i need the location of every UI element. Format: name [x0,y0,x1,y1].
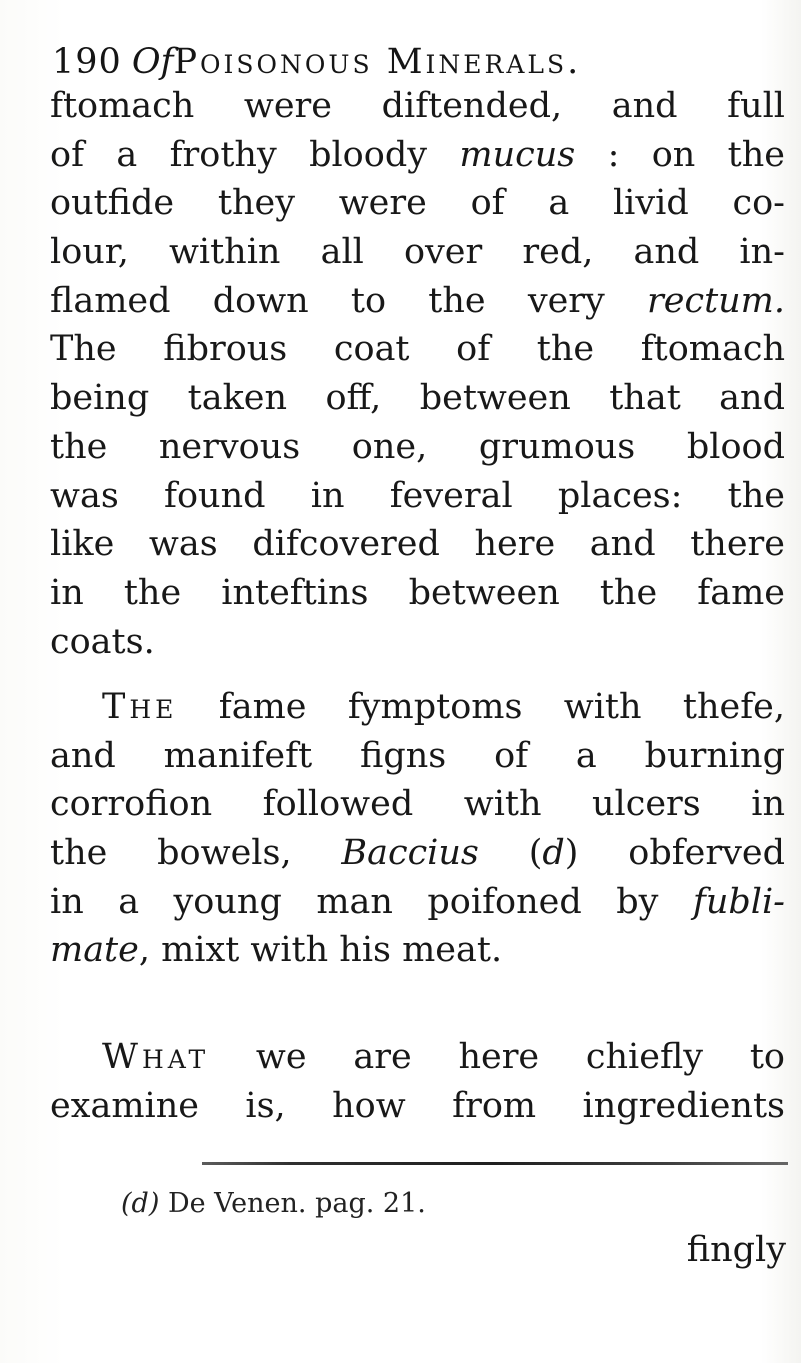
text-line: flamed down to the very rectum. [50,280,785,321]
header-title: Poisonous Minerals. [173,42,582,82]
text-line: the nervous one, grumous blood [50,426,785,467]
italic-term: fubli- [692,881,785,922]
text-line: and manifeft figns of a burning [50,735,785,776]
text-line: lour, within all over red, and in- [50,232,785,273]
paragraph-1 [50,82,785,666]
paragraph-2 [50,683,785,975]
footnote [121,1187,426,1221]
text-line: the bowels, Baccius (d) obferved [50,833,786,874]
text-line: outfide they were of a livid co- [50,183,785,224]
italic-term: rectum. [647,280,785,321]
text-line: coats. [50,621,155,662]
text-line: in the inteftins between the fame [50,572,785,613]
author-name: Baccius [341,833,479,874]
text-line: being taken off, between that and [50,378,785,419]
text-line: in a young man poifoned by fubli- [50,881,785,922]
text-line: What we are here chiefly to [102,1037,785,1077]
small-caps-opening: What [102,1037,210,1077]
text-line: The fame fymptoms with thefe, [102,687,785,727]
text-line: was found in feveral places: the [50,475,785,516]
header-prefix: Of [131,42,174,82]
footnote-mark: (d) [121,1188,160,1219]
small-caps-opening: The [102,687,178,727]
text-line: examine is, how from ingredients [50,1085,785,1126]
footnote-reference: d [542,833,565,874]
italic-term: mate [50,930,139,971]
text-line: ftomach were diftended, and full [50,86,785,126]
italic-term: mucus [459,134,576,175]
footnote-rule [202,1162,788,1165]
paragraph-3 [50,1033,785,1130]
text-line: The fibrous coat of the ftomach [50,329,785,370]
text-line: corrofion followed with ulcers in [50,784,785,825]
page-number: 190 [52,42,122,82]
footnote-text: De Venen. pag. 21. [167,1188,426,1219]
text-line: mate, mixt with his meat. [50,930,503,971]
text-line: of a frothy bloody mucus : on the [50,134,786,175]
text-line: like was difcovered here and there [50,524,785,565]
catchword: fingly [686,1230,786,1270]
running-header [52,42,581,82]
